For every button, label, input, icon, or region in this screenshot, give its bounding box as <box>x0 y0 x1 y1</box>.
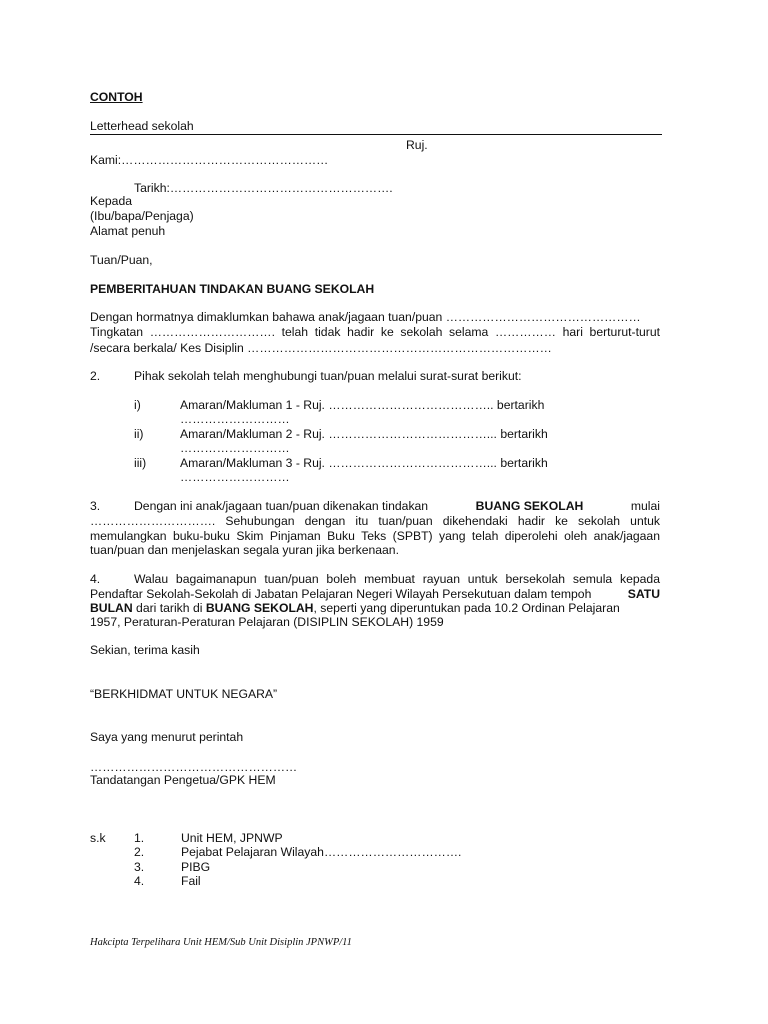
signoff: Saya yang menurut perintah <box>90 730 244 744</box>
sk-item-number: 4. <box>134 874 145 888</box>
reference-label: Ruj. <box>406 138 428 152</box>
para3-number: 3. <box>90 499 101 513</box>
date-field: Tarikh:………………………………………………. <box>134 181 393 195</box>
para4-line2 <box>90 587 660 602</box>
list-item-line2: ……………………… <box>180 470 290 484</box>
signatory-title: Tandatangan Pengetua/GPK HEM <box>90 773 276 787</box>
letterhead-rule <box>90 134 662 135</box>
para3-line2: …………………………. Sehubungan dengan itu tuan/puan dikehendaki hadir ke sekolah untuk <box>90 514 660 528</box>
para2-text: Pihak sekolah telah menghubungi tuan/puan melalui surat-surat berikut: <box>134 369 522 383</box>
sk-item: PIBG <box>181 860 211 874</box>
list-item-line1: Amaran/Makluman 3 - Ruj. …………………………………... bertarikh <box>180 456 548 470</box>
para3-line1-text: Dengan ini anak/jagaan tuan/puan dikenakan tindakan <box>134 499 429 513</box>
para4-line3 <box>90 601 620 616</box>
para1-line3: /secara berkala/ Kes Disiplin ………………………………………………………………… <box>90 341 552 355</box>
para3-line4: tuan/puan dan menjelaskan segala yuran jika berkenaan. <box>90 543 399 557</box>
para4-line3-end: , seperti yang diperuntukan pada 10.2 Ordinan Pelajaran <box>313 601 620 615</box>
para4-emphasis: SATU <box>627 587 660 601</box>
kami-field: Kami:…………………………………………… <box>90 153 329 167</box>
para1-line2: Tingkatan …………………………. telah tidak hadir ke sekolah selama …………… hari berturut-turut <box>90 325 660 339</box>
sk-item-number: 3. <box>134 860 145 874</box>
recipient-to: Kepada <box>90 194 133 208</box>
para4-line1: Walau bagaimanapun tuan/puan boleh membuat rayuan untuk bersekolah semula kepada <box>134 572 660 586</box>
signature-line: …………………………………………… <box>90 760 298 774</box>
list-item-line1: Amaran/Makluman 2 - Ruj. …………………………………... bertarikh <box>180 427 548 441</box>
document-label: CONTOH <box>90 90 143 104</box>
salutation: Tuan/Puan, <box>90 253 153 267</box>
para4-emphasis: BULAN <box>90 601 133 615</box>
para4-number: 4. <box>90 572 101 586</box>
recipient-address: Alamat penuh <box>90 224 166 238</box>
letter-subject: PEMBERITAHUAN TINDAKAN BUANG SEKOLAH <box>90 282 375 296</box>
sk-item: Unit HEM, JPNWP <box>181 831 283 845</box>
list-item-number: ii) <box>134 427 144 441</box>
sk-item-number: 2. <box>134 845 145 859</box>
para2-number: 2. <box>90 369 101 383</box>
list-item-line2: ……………………… <box>180 441 290 455</box>
para3-line1-end: mulai <box>630 499 660 513</box>
list-item-line1: Amaran/Makluman 1 - Ruj. ………………………………….. bertarikh <box>180 398 545 412</box>
sk-item-number: 1. <box>134 831 145 845</box>
para3-line1 <box>134 499 660 514</box>
sk-item: Pejabat Pelajaran Wilayah……………………………. <box>181 845 462 859</box>
closing: Sekian, terima kasih <box>90 643 200 657</box>
recipient-role: (Ibu/bapa/Penjaga) <box>90 209 194 223</box>
para4-line4: 1957, Peraturan-Peraturan Pelajaran (DISIPLIN SEKOLAH) 1959 <box>90 615 444 629</box>
list-item-number: iii) <box>134 456 147 470</box>
para4-line2-text: Pendaftar Sekolah-Sekolah di Jabatan Pelajaran Negeri Wilayah Persekutuan dalam tempoh <box>90 587 592 601</box>
para3-emphasis: BUANG SEKOLAH <box>475 499 584 513</box>
letterhead-placeholder: Letterhead sekolah <box>90 119 194 133</box>
copyright-footer: Hakcipta Terpelihara Unit HEM/Sub Unit Disiplin JPNWP/11 <box>90 937 352 948</box>
list-item-number: i) <box>134 398 141 412</box>
para4-emphasis: BUANG SEKOLAH <box>205 601 314 615</box>
para1-line1: Dengan hormatnya dimaklumkan bahawa anak/jagaan tuan/puan ………………………………………… <box>90 310 641 324</box>
sk-label: s.k <box>90 831 106 845</box>
motto: “BERKHIDMAT UNTUK NEGARA” <box>90 687 278 701</box>
list-item-line2: ……………………… <box>180 412 290 426</box>
para3-line3: memulangkan buku-buku Skim Pinjaman Buku Teks (SPBT) yang telah diperolehi oleh anak/jagaan <box>90 529 660 543</box>
para4-line3-text: dari tarikh di <box>136 601 203 615</box>
sk-item: Fail <box>181 874 201 888</box>
